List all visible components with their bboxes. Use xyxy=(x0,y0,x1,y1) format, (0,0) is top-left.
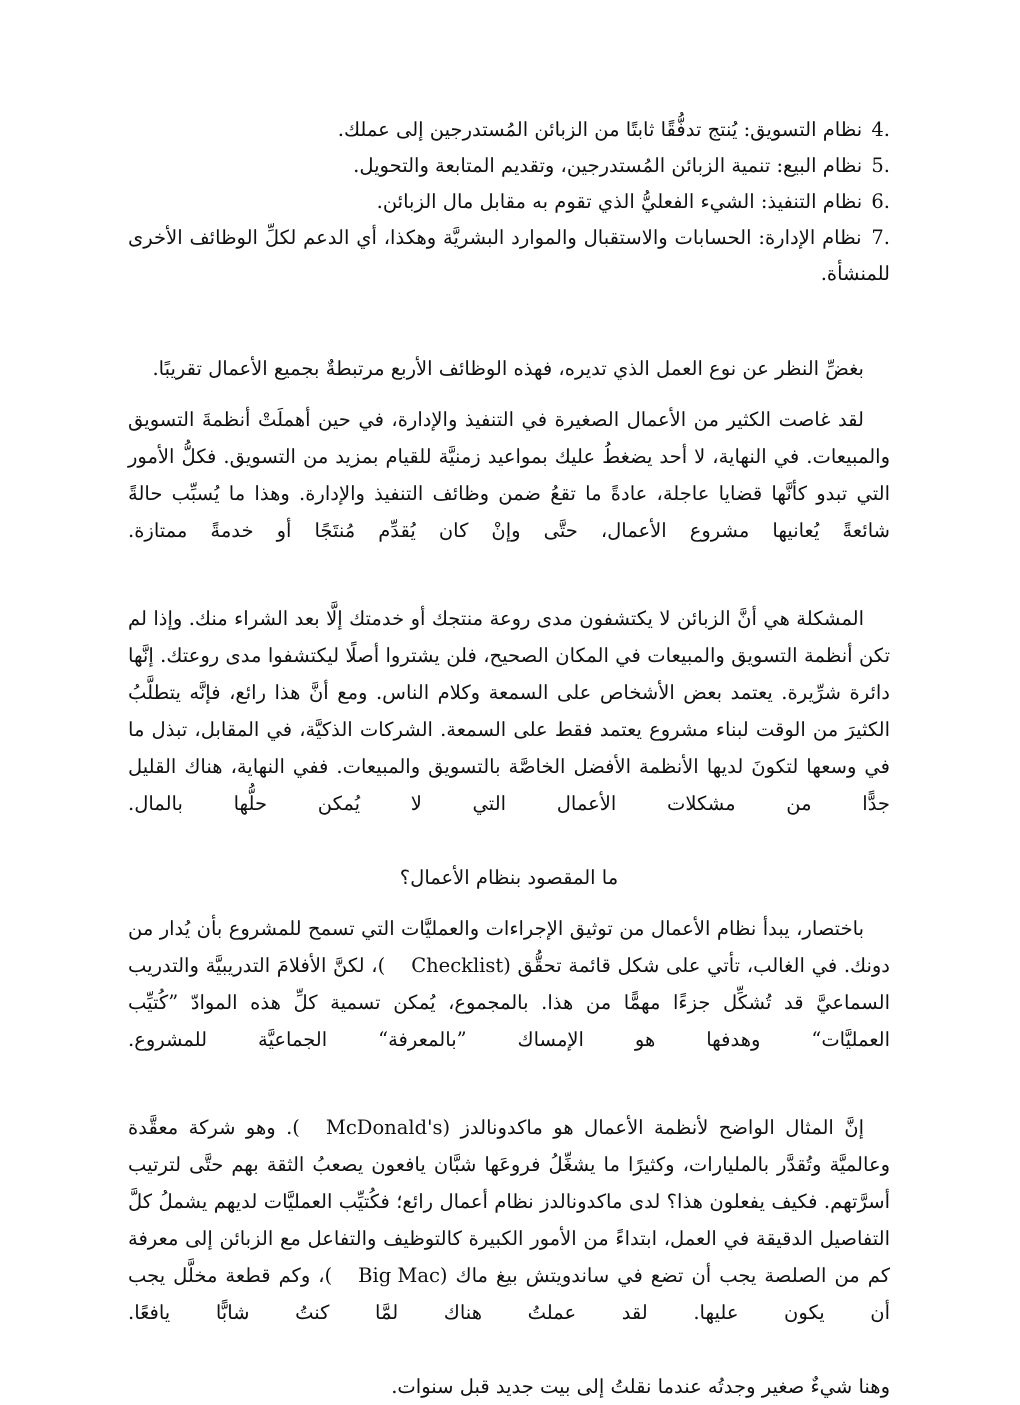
paragraph-question: ما المقصود بنظام الأعمال؟ xyxy=(399,866,619,889)
list-item xyxy=(128,184,890,220)
list-item xyxy=(128,220,890,328)
paragraph-closing: وهنا شيءٌ صغير وجدتُه عندما نقلتُ إلى بيت جديد قبل سنوات. xyxy=(391,1375,890,1398)
paragraph-small-business: لقد غاصت الكثير من الأعمال الصغيرة في التنفيذ والإدارة، في حين أهملَتْ أنظمةَ التسويق والمبيعات. في النهاية، لا أحد يضغطُ عليك بمواعيد زمنيَّة للقيام بمزيد من التسويق. فكلُّ الأمور التي تبدو كأنَّها قضايا عاجلة، عادةً ما تقعُ ضمن وظائف التنفيذ والإدارة. وهذا ما يُسبِّب حالةً شائعةً يُعانيها مشروع الأعمال، حتَّى وإنْ كان يُقدِّم مُنتَجًا أو خدمةً ممتازة. xyxy=(128,408,890,542)
list-item-body xyxy=(128,112,890,148)
paragraph-problem: المشكلة هي أنَّ الزبائن لا يكتشفون مدى روعة منتجك أو خدمتك إلَّا بعد الشراء منك. وإذا لم تكن أنظمة التسويق والمبيعات في المكان الصحيح، فلن يشتروا أصلًا ليكتشفوا مدى روعتك. إنَّها دائرة شرِّيرة. يعتمد بعض الأشخاص على السمعة وكلام الناس. ومع أنَّ هذا رائع، فإنَّه يتطلَّبُ الكثيرَ من الوقت لبناء مشروع يعتمد فقط على السمعة. الشركات الذكيَّة، في المقابل، تبذل ما في وسعها لتكونَ لديها الأنظمة الأفضل الخاصَّة بالتسويق والمبيعات. ففي النهاية، هناك القليل جدًّا من مشكلات الأعمال التي لا يُمكن حلُّها بالمال. xyxy=(128,607,890,815)
term-mcdonalds: McDonald's xyxy=(325,1116,443,1139)
paragraph-text-part: باختصار، يبدأ نظام الأعمال من توثيق الإجراءات والعمليَّات التي تسمح للمشروع بأن يُدار من دونك. في الغالب، تأتي على شكل قائمة تحقُّق ( xyxy=(128,917,890,977)
paragraph-mcdonalds xyxy=(128,1109,890,1368)
paragraph-text-part: ). وهو شركة معقَّدة وعالميَّة وتُقدَّر بالمليارات، وكثيرًا ما يشغِّلُ فروعَها شبَّان يافعون يصعبُ الثقة بهم حتَّى لترتيب أسرَّتهم. فكيف يفعلون هذا؟ لدى ماكدونالدز نظام أعمال رائع؛ فكُتيِّب العمليَّات لديهم يشملُ كلَّ التفاصيل الدقيقة في العمل، ابتداءً من الأمور الكبيرة كالتوظيف والتفاعل مع الزبائن إلى معرفة كم من الصلصة يجب أن تضع في ساندويتش بيغ ماك ( xyxy=(128,1116,890,1287)
list-item-body xyxy=(128,148,890,184)
paragraph-text-part: )، لكنَّ الأفلامَ التدريبيَّة والتدريب السماعيَّ قد تُشكِّل جزءًا مهمًّا من هذا. بالمجموع، يُمكن تسمية كلِّ هذه الموادّ ”كُتيِّب العمليَّات“ وهدفها هو الإمساك ”بالمعرفة“ الجماعيَّة للمشروع. xyxy=(128,954,890,1051)
spacer xyxy=(128,387,890,401)
list-item-number: 5. xyxy=(871,154,890,177)
paragraph-text-part: إنَّ المثال الواضح لأنظمة الأعمال هو ماكدونالدز ( xyxy=(442,1116,865,1139)
list-item-text: نظام التسويق: يُنتج تدفُّقًا ثابتًا من الزبائن المُستدرجين إلى عملك. xyxy=(337,118,863,141)
list-item-body xyxy=(128,220,890,328)
spacer xyxy=(128,586,890,600)
spacer xyxy=(128,896,890,910)
list-item xyxy=(128,112,890,148)
list-item-number: 4. xyxy=(871,118,890,141)
list-item-body xyxy=(128,184,890,220)
paragraph-business-system xyxy=(128,910,890,1095)
list-item-text: نظام الإدارة: الحسابات والاستقبال والموارد البشريَّة وهكذا، أي الدعم لكلِّ الوظائف الأخرى للمنشأة. xyxy=(128,226,890,285)
list-item-number: 6. xyxy=(871,190,890,213)
term-big-mac: Big Mac xyxy=(358,1264,440,1287)
numbered-list xyxy=(128,112,890,328)
spacer xyxy=(128,1095,890,1109)
spacer xyxy=(128,328,890,350)
list-item xyxy=(128,148,890,184)
paragraph-intro: بغضِّ النظر عن نوع العمل الذي تديره، فهذه الوظائف الأربع مرتبطةٌ بجميع الأعمال تقريبًا. xyxy=(152,357,864,380)
page-content xyxy=(128,112,890,1405)
list-item-text: نظام البيع: تنمية الزبائن المُستدرجين، وتقديم المتابعة والتحويل. xyxy=(353,154,863,177)
term-checklist: Checklist xyxy=(411,954,504,977)
list-item-number: 7. xyxy=(871,226,890,249)
list-item-text: نظام التنفيذ: الشيء الفعليُّ الذي تقوم به مقابل مال الزبائن. xyxy=(376,190,863,213)
paragraph-text-part: )، وكم قطعة مخلَّل يجب أن يكون عليها. لقد عملتُ هناك لمَّا كنتُ شابًّا يافعًا. xyxy=(128,1264,890,1324)
